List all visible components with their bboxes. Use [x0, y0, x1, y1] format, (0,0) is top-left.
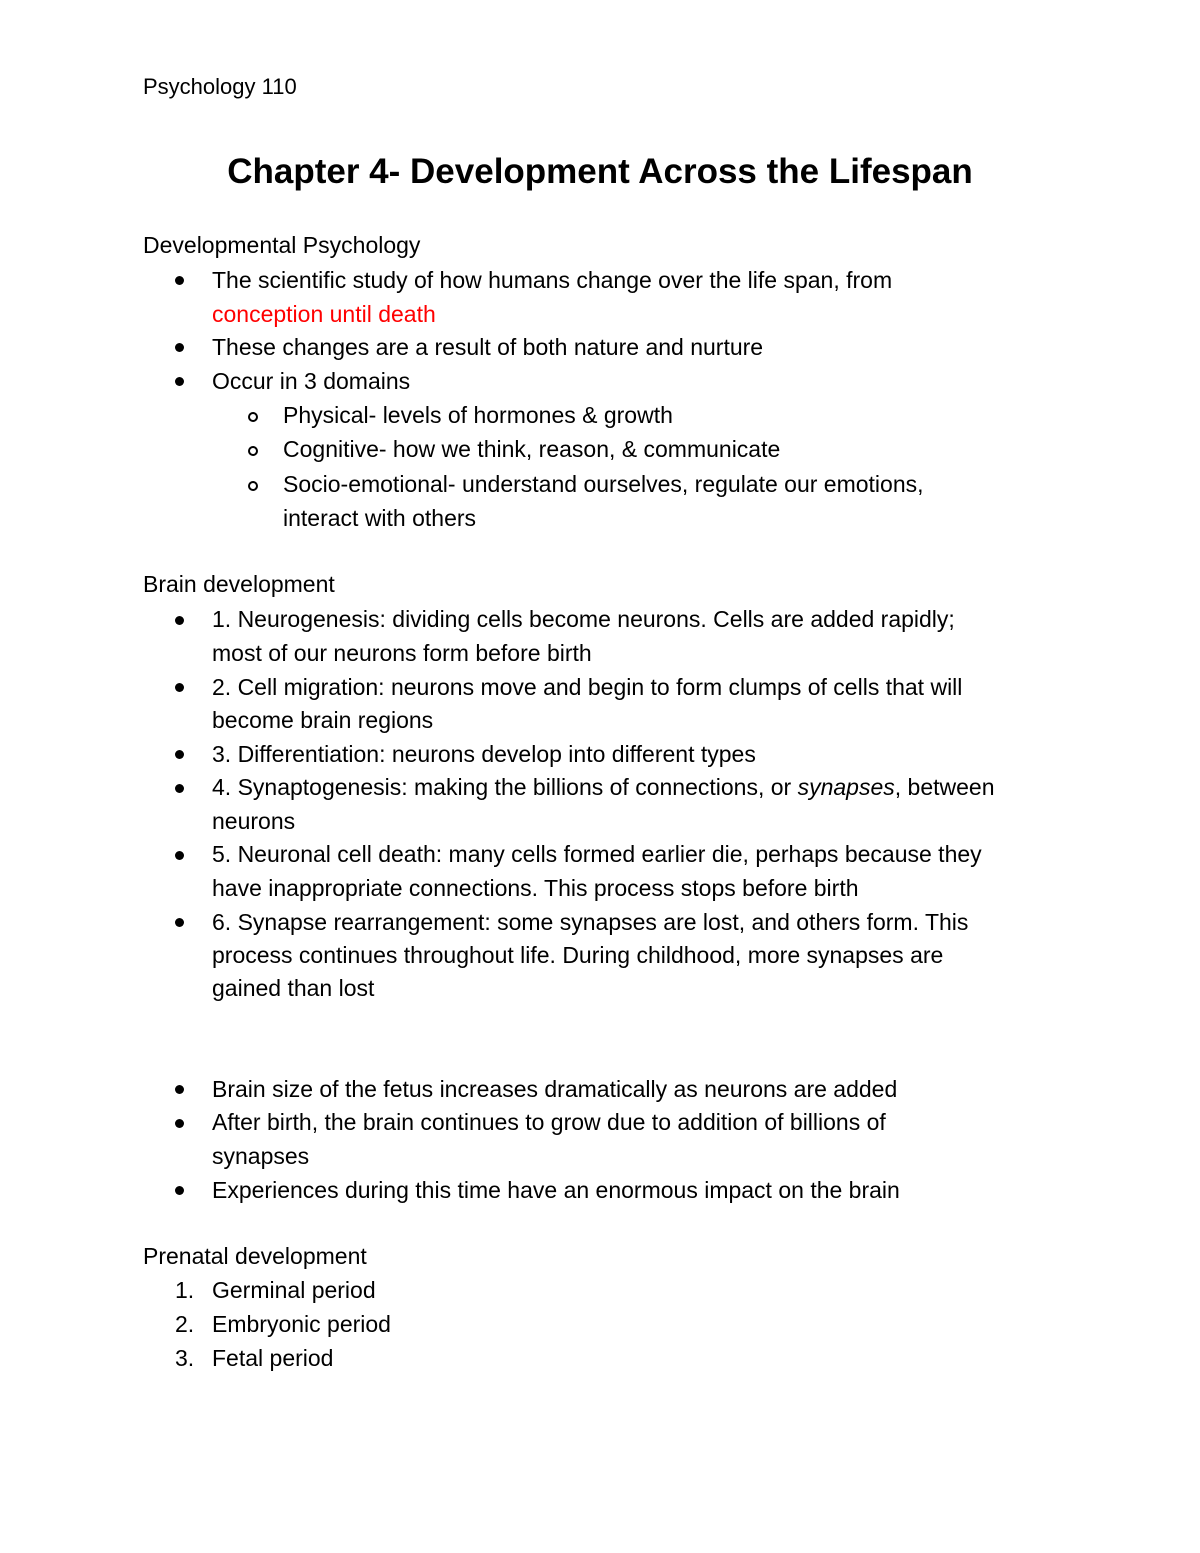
bullet-text-part: , between [894, 774, 995, 800]
bullet-text-part: 4. Synaptogenesis: making the billions of connections, or [212, 774, 798, 800]
bullet-text: Experiences during this time have an enormous impact on the brain [212, 1177, 900, 1203]
bullet-icon [175, 683, 184, 692]
bullet-text: most of our neurons form before birth [212, 640, 592, 666]
bullet-icon [175, 343, 184, 352]
sub-bullet-text: Physical- levels of hormones & growth [283, 402, 673, 428]
list-item: Embryonic period [212, 1311, 391, 1337]
bullet-text: Occur in 3 domains [212, 368, 411, 394]
bullet-icon [175, 377, 184, 386]
bullet-icon [175, 276, 184, 285]
sub-bullet-text: Cognitive- how we think, reason, & communicate [283, 436, 781, 462]
italic-term: synapses [797, 774, 895, 800]
bullet-text: These changes are a result of both nature and nurture [212, 334, 764, 360]
circle-bullet-icon [248, 446, 258, 456]
section-heading-brain: Brain development [143, 571, 335, 597]
bullet-text: 1. Neurogenesis: dividing cells become neurons. Cells are added rapidly; [212, 606, 955, 632]
bullet-text: synapses [212, 1143, 310, 1169]
bullet-icon [175, 1186, 184, 1195]
page-title: Chapter 4- Development Across the Lifespan [227, 152, 973, 191]
list-number: 2. [175, 1311, 195, 1337]
bullet-text: 6. Synapse rearrangement: some synapses are lost, and others form. This [212, 909, 969, 935]
list-item: Germinal period [212, 1277, 376, 1303]
highlight-text: conception until death [212, 301, 436, 327]
bullet-icon [175, 918, 184, 927]
list-number: 3. [175, 1345, 195, 1371]
section-heading-developmental: Developmental Psychology [143, 232, 421, 258]
bullet-text: 5. Neuronal cell death: many cells formed earlier die, perhaps because they [212, 841, 982, 867]
bullet-icon [175, 1119, 184, 1128]
bullet-text: The scientific study of how humans change over the life span, from [212, 267, 893, 293]
bullet-text: neurons [212, 808, 296, 834]
bullet-icon [175, 616, 184, 625]
circle-bullet-icon [248, 481, 258, 491]
bullet-text: process continues throughout life. During childhood, more synapses are [212, 942, 944, 968]
bullet-icon [175, 851, 184, 860]
bullet-text: 3. Differentiation: neurons develop into different types [212, 741, 756, 767]
list-item: Fetal period [212, 1345, 334, 1371]
bullet-icon [175, 784, 184, 793]
bullet-text: have inappropriate connections. This process stops before birth [212, 875, 859, 901]
circle-bullet-icon [248, 412, 258, 422]
bullet-icon [175, 750, 184, 759]
bullet-text: Brain size of the fetus increases dramatically as neurons are added [212, 1076, 898, 1102]
bullet-text [212, 770, 995, 804]
sub-bullet-text: interact with others [283, 505, 477, 531]
list-number: 1. [175, 1277, 195, 1303]
sub-bullet-text: Socio-emotional- understand ourselves, regulate our emotions, [283, 471, 924, 497]
bullet-icon [175, 1085, 184, 1094]
bullet-text: become brain regions [212, 707, 434, 733]
bullet-text: gained than lost [212, 975, 375, 1001]
course-header: Psychology 110 [143, 74, 297, 99]
bullet-text: 2. Cell migration: neurons move and begin to form clumps of cells that will [212, 674, 963, 700]
bullet-text: After birth, the brain continues to grow due to addition of billions of [212, 1109, 886, 1135]
section-heading-prenatal: Prenatal development [143, 1243, 367, 1269]
